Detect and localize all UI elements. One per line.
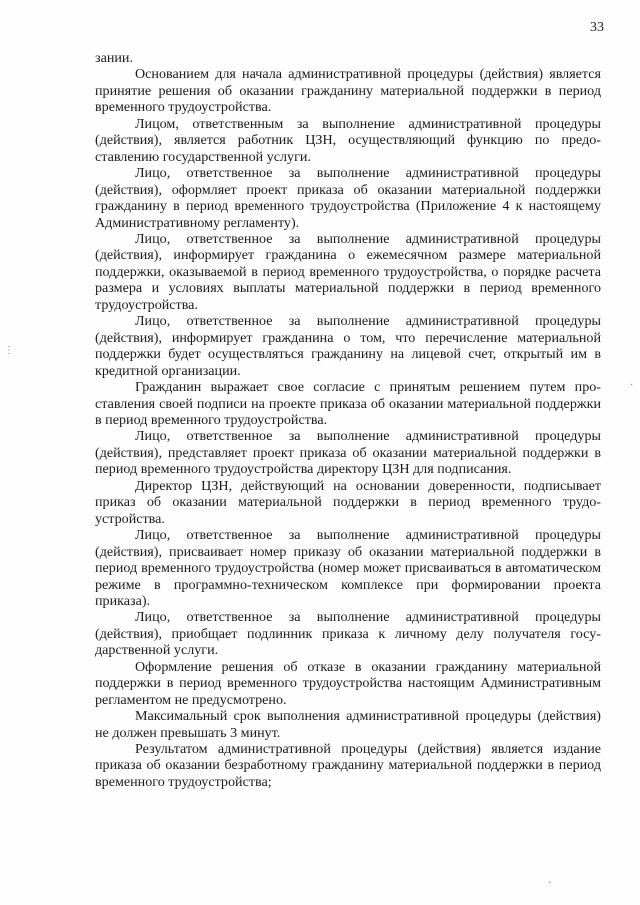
paragraph: Лицо, ответственное за выполнение административной процедуры (действия), представляет проект приказа об оказании материальной поддержки в период временного трудоустройства директору ЦЗН для подписания.	[95, 428, 601, 478]
paragraph: Лицо, ответственное за выполнение административной процедуры (действия), приобщает подлинник приказа к личному делу получателя государственной услуги.	[95, 609, 601, 659]
paragraph: Лицом, ответственным за выполнение административной процедуры (действия), является работник ЦЗН, осуществляющий функцию по предоставлению государственной услуги.	[95, 115, 601, 165]
document-body	[95, 50, 601, 790]
paragraph: Директор ЦЗН, действующий на основании доверенности, подписывает приказ об оказании материальной поддержки в период временного трудоустройства.	[95, 477, 601, 527]
scan-artifact-mark: ⋮	[4, 345, 14, 356]
scan-artifact-mark: ·	[548, 878, 552, 889]
paragraph: Максимальный срок выполнения административной процедуры (действия) не должен превышать 3 минут.	[95, 708, 601, 741]
paragraph: Лицо, ответственное за выполнение административной процедуры (действия), информирует гражданина о ежемесячном размере материальной поддержки, оказываемой в период временного трудоустройства, о порядке расчета размера и условиях выплаты материальной поддержки в период временного трудоустройства.	[95, 230, 601, 313]
scan-artifact-mark: ·	[630, 380, 634, 391]
paragraph: Лицо, ответственное за выполнение административной процедуры (действия), присваивает номер приказу об оказании материальной поддержки в период временного трудоустройства (номер может присваиваться в автоматическом режиме в программно-техническом комплексе при формировании проекта приказа).	[95, 527, 601, 609]
paragraph: Результатом административной процедуры (действия) является издание приказа об оказании безработному гражданину материальной поддержки в период временного трудоустройства;	[95, 741, 601, 790]
paragraph: Основанием для начала административной процедуры (действия) является принятие решения об оказании гражданину материальной поддержки в период временного трудоустройства.	[95, 66, 601, 116]
paragraph: Оформление решения об отказе в оказании гражданину материальной поддержки в период временного трудоустройства настоящим Административным регламентом не предусмотрено.	[95, 658, 601, 708]
paragraph: Лицо, ответственное за выполнение административной процедуры (действия), оформляет проект приказа об оказании материальной поддержки гражданину в период временного трудоустройства (Приложение 4 к настоящему Административному регламенту).	[95, 165, 601, 231]
paragraph-continuation: зании.	[95, 50, 133, 66]
paragraph: Лицо, ответственное за выполнение административной процедуры (действия), информирует гражданина о том, что перечисление материальной поддержки будет осуществляться гражданину на лицевой счет, открытый им в кредитной организации.	[95, 313, 601, 379]
page-number: 33	[590, 20, 604, 35]
paragraph: Гражданин выражает свое согласие с принятым решением путем проставления своей подписи на проекте приказа об оказании материальной поддержки в период временного трудоустройства.	[95, 379, 601, 428]
